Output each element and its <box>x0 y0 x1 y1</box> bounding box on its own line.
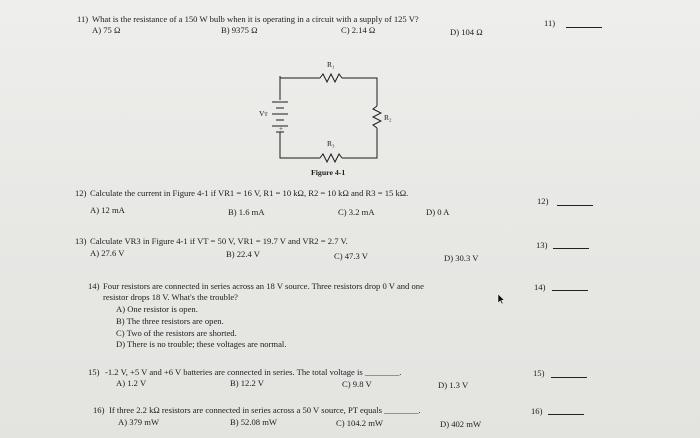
q11-option-b: B) 9375 Ω <box>221 25 258 35</box>
q13-answer-blank[interactable] <box>553 248 589 249</box>
q16-option-c: C) 104.2 mW <box>336 418 384 428</box>
q15-option-d: D) 1.3 V <box>438 380 469 390</box>
q16-option-d: D) 402 mW <box>440 419 482 429</box>
q15-answer-blank[interactable] <box>551 377 587 378</box>
q14-answer-blank[interactable] <box>552 290 588 291</box>
battery-plus-sign: + <box>279 125 283 133</box>
r1-label: R₁ <box>327 60 335 69</box>
q16-number: 16) <box>93 405 105 415</box>
q13-option-c: C) 47.3 V <box>334 251 368 261</box>
q13-option-d: D) 30.3 V <box>444 253 479 263</box>
q15-stem: -1.2 V, +5 V and +6 V batteries are connected in series. The total voltage is ________. <box>105 367 402 377</box>
q12-stem: Calculate the current in Figure 4-1 if VR1 = 16 V, R1 = 10 kΩ, R2 = 10 kΩ and R3 = 15 kΩ. <box>90 188 409 198</box>
q13-answer-label: 13) <box>536 240 548 250</box>
q12-number: 12) <box>75 188 87 198</box>
mouse-pointer-icon <box>497 293 505 305</box>
q11-number: 11) <box>77 14 89 24</box>
r3-label: R₃ <box>327 139 335 148</box>
q13-stem: Calculate VR3 in Figure 4-1 if VT = 50 V, VR1 = 19.7 V and VR2 = 2.7 V. <box>90 236 348 246</box>
q11-option-a: A) 75 Ω <box>92 25 121 35</box>
r2-label: R₂ <box>384 113 392 122</box>
q11-answer-label: 11) <box>544 18 556 28</box>
q12-answer-blank[interactable] <box>557 205 593 206</box>
q11-option-c: C) 2.14 Ω <box>341 25 376 35</box>
q15-option-b: B) 12.2 V <box>230 378 264 388</box>
q16-answer-blank[interactable] <box>548 414 584 415</box>
q13-option-b: B) 22.4 V <box>226 249 260 259</box>
q15-option-c: C) 9.8 V <box>342 379 372 389</box>
q11-stem: What is the resistance of a 150 W bulb when it is operating in a circuit with a supply of 125 V? <box>92 14 419 24</box>
q12-option-a: A) 12 mA <box>90 205 125 215</box>
q13-number: 13) <box>75 236 87 246</box>
q14-number: 14) <box>88 281 100 291</box>
figure-caption: Figure 4-1 <box>311 168 346 177</box>
q14-answer-label: 14) <box>534 282 546 292</box>
q16-option-b: B) 52.08 mW <box>230 417 278 427</box>
q14-option-c: C) Two of the resistors are shorted. <box>116 328 237 338</box>
q11-answer-blank[interactable] <box>566 27 602 28</box>
q16-option-a: A) 379 mW <box>118 417 160 427</box>
q14-stem-line-1: Four resistors are connected in series across an 18 V source. Three resistors drop 0 V and one <box>103 281 424 291</box>
q14-stem-line-2: resistor drops 18 V. What's the trouble? <box>103 292 238 302</box>
q12-option-c: C) 3.2 mA <box>338 207 375 217</box>
q12-option-d: D) 0 A <box>426 207 450 217</box>
q15-answer-label: 15) <box>533 368 545 378</box>
vt-label: Vᴛ <box>259 109 268 118</box>
q16-stem: If three 2.2 kΩ resistors are connected in series across a 50 V source, PT equals ________. <box>109 405 421 415</box>
q16-answer-label: 16) <box>531 406 543 416</box>
q11-option-d: D) 104 Ω <box>450 27 483 37</box>
q15-number: 15) <box>88 367 100 377</box>
q14-option-d: D) There is no trouble; these voltages are normal. <box>116 339 287 349</box>
q14-option-a: A) One resistor is open. <box>116 304 198 314</box>
q13-option-a: A) 27.6 V <box>90 248 125 258</box>
q15-option-a: A) 1.2 V <box>116 378 147 388</box>
q12-answer-label: 12) <box>537 196 549 206</box>
q12-option-b: B) 1.6 mA <box>228 207 265 217</box>
figure-4-1-circuit <box>250 58 400 178</box>
q14-option-b: B) The three resistors are open. <box>116 316 224 326</box>
